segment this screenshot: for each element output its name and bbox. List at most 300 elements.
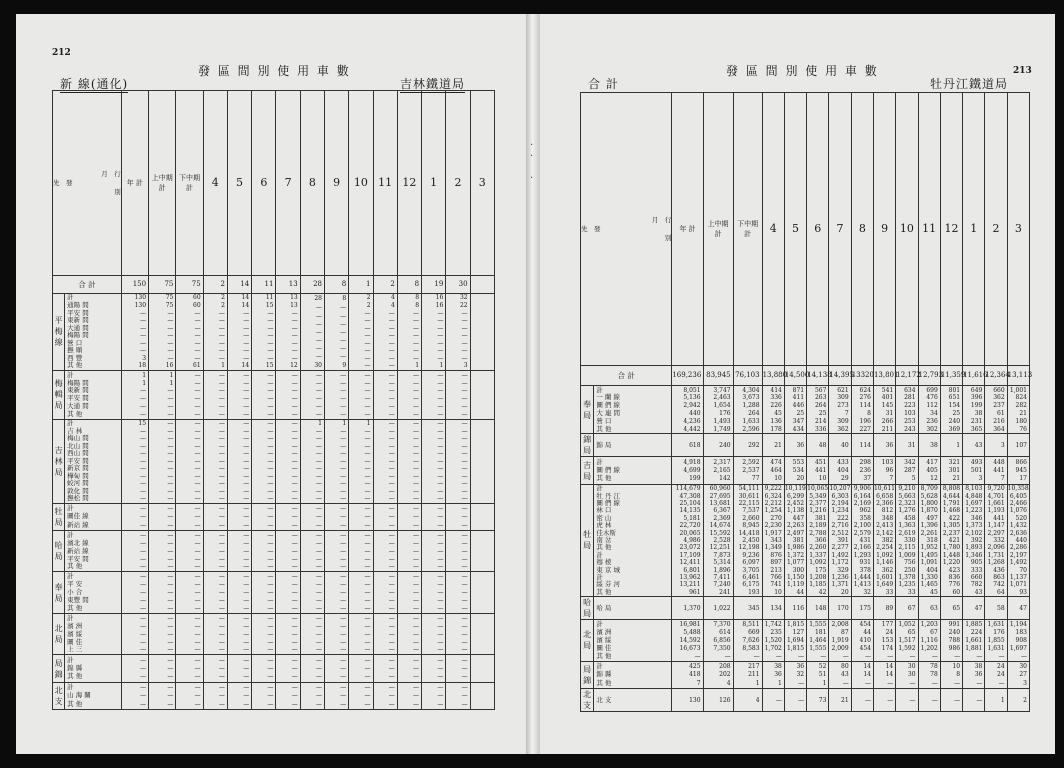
cell-value: —: [461, 563, 468, 571]
cell-value: —: [340, 435, 347, 443]
cell-value: —: [413, 513, 420, 521]
cell-value: —: [340, 673, 347, 681]
right-bureau-name: 牡丹江鐵道局: [930, 77, 1009, 91]
cell-value: —: [413, 480, 420, 488]
route-label-stack: [594, 597, 671, 619]
cell-value: 9,222: [764, 485, 782, 493]
section-value-column: [963, 484, 985, 597]
value-stack: [985, 485, 1006, 597]
cell-value: —: [243, 646, 250, 654]
section-value-column: [896, 689, 918, 712]
cell-value: 130: [134, 294, 147, 302]
cell-value: —: [140, 317, 147, 325]
cell-value: 336: [770, 394, 782, 402]
cell-value: 3: [978, 475, 983, 483]
left-table-title: 發 區 間 別 使 用 車 數: [198, 64, 351, 78]
section-value-column: [252, 682, 276, 709]
grand-total-row: [581, 365, 1030, 385]
value-stack: [874, 620, 895, 661]
cell-value: 1,146: [876, 559, 894, 567]
value-stack: [176, 614, 202, 655]
cell-value: 17: [1019, 475, 1027, 483]
cell-value: —: [437, 665, 444, 673]
cell-value: 22,720: [679, 522, 701, 530]
margin-dots: · · ·: [530, 140, 534, 184]
cell-value: —: [267, 604, 274, 612]
section-value-column: [227, 572, 251, 614]
route-label-stack: [65, 294, 121, 370]
cell-value: 2,142: [876, 529, 894, 537]
section-value-column: [422, 682, 446, 709]
cell-value: 863: [993, 573, 1005, 581]
cell-value: 298: [859, 458, 871, 466]
section-value-column: [918, 689, 940, 712]
cell-value: —: [267, 555, 274, 563]
value-stack: [963, 597, 984, 619]
section-value-column: [227, 530, 251, 572]
cell-value: —: [140, 614, 147, 622]
cell-value: —: [364, 673, 371, 681]
section-value-column: [1007, 434, 1029, 457]
value-stack: [963, 485, 984, 597]
cell-value: —: [461, 450, 468, 458]
cell-value: 1: [755, 679, 760, 687]
grand-total-value: [985, 365, 1010, 385]
cell-value: —: [291, 521, 298, 529]
cell-value: —: [194, 700, 201, 708]
cell-value: —: [194, 457, 201, 465]
section-value-column: [985, 689, 1007, 712]
section-value-column: [349, 655, 373, 682]
cell-value: 1,697: [965, 499, 983, 507]
section-value-column: [963, 597, 985, 620]
route-label-stack: [65, 614, 121, 655]
cell-value: —: [243, 487, 250, 495]
cell-value: —: [887, 679, 894, 687]
cell-value: —: [413, 435, 420, 443]
cell-value: —: [218, 317, 225, 325]
value-stack: [149, 614, 175, 655]
section-value-column: [149, 419, 176, 503]
cell-value: —: [267, 673, 274, 681]
cell-value: —: [218, 420, 225, 428]
cell-value: —: [267, 638, 274, 646]
cell-value: —: [218, 563, 225, 571]
cell-value: 5,663: [898, 492, 916, 500]
cell-value: 40: [841, 441, 849, 449]
value-stack: [941, 386, 962, 434]
cell-value: 30: [907, 663, 916, 671]
section-route-labels: [594, 597, 672, 620]
cell-value: 836: [948, 573, 961, 581]
first-half-header: 上中期 計: [149, 91, 176, 276]
cell-value: —: [909, 679, 916, 687]
cell-value: —: [267, 589, 274, 597]
value-stack: [1008, 485, 1029, 597]
cell-value: —: [437, 597, 444, 605]
cell-value: —: [267, 379, 274, 387]
cell-value: —: [140, 442, 147, 450]
cell-value: —: [340, 480, 347, 488]
cell-value: —: [364, 589, 371, 597]
cell-value: —: [194, 665, 201, 673]
section-value-column: [762, 597, 784, 620]
value-stack: [852, 620, 873, 661]
cell-value: 224: [970, 629, 983, 637]
cell-value: —: [267, 622, 274, 630]
cell-value: 8: [415, 301, 420, 309]
section-value-column: [227, 682, 251, 709]
cell-value: 1,885: [965, 621, 983, 629]
cell-value: 11: [265, 294, 274, 302]
cell-value: 43: [841, 671, 849, 679]
cell-value: 32: [459, 294, 468, 302]
route-label: 其 他: [596, 424, 612, 433]
cell-value: 32: [863, 588, 871, 596]
cell-value: —: [167, 513, 174, 521]
value-stack: [919, 662, 940, 688]
section-value-column: [851, 597, 873, 620]
cell-value: —: [167, 504, 174, 512]
cell-value: —: [315, 345, 322, 353]
value-stack: [422, 614, 445, 655]
cell-value: —: [437, 354, 444, 362]
cell-value: —: [167, 420, 174, 428]
cell-value: —: [364, 387, 371, 395]
grand-total-value: [397, 275, 421, 293]
cell-value: 699: [926, 386, 938, 394]
section-value-column: [324, 419, 348, 503]
cell-value: —: [461, 622, 468, 630]
section-value-column: [762, 434, 784, 457]
section-value-column: [176, 655, 203, 682]
cell-value: 866: [1015, 458, 1027, 466]
route-label: 樺甸 間: [67, 471, 89, 480]
cell-value: 12,251: [709, 544, 731, 552]
cell-value: —: [340, 472, 347, 480]
cell-value: —: [388, 420, 395, 428]
cell-value: —: [461, 555, 468, 563]
cell-value: 1,742: [764, 621, 782, 629]
cell-value: —: [243, 402, 250, 410]
cell-value: —: [364, 347, 371, 355]
cell-value: —: [315, 614, 322, 622]
cell-value: 1: [318, 420, 322, 428]
cell-value: —: [413, 638, 420, 646]
cell-value: 1,371: [831, 581, 849, 589]
cell-value: 1,119: [786, 581, 805, 589]
section-value-column: [349, 682, 373, 709]
cell-value: —: [267, 495, 274, 503]
cell-value: —: [413, 442, 420, 450]
cell-value: 497: [926, 514, 938, 522]
cell-value: —: [194, 450, 201, 458]
cell-value: —: [413, 395, 420, 403]
section-value-column: [672, 385, 703, 434]
route-label: 其 他: [67, 603, 83, 612]
cell-value: 742: [993, 581, 1005, 589]
cell-value: —: [388, 395, 395, 403]
route-label: 平安 間: [67, 456, 89, 465]
section-value-column: [896, 620, 918, 662]
section-value-column: [733, 484, 762, 597]
cell-value: —: [140, 646, 147, 654]
cell-value: —: [194, 420, 201, 428]
value-stack: [471, 504, 494, 530]
section-region-label: 北 局: [581, 620, 594, 662]
section-value-column: [176, 613, 203, 655]
cell-value: —: [340, 665, 347, 673]
section-region-label: 局 錦: [581, 661, 594, 688]
cell-value: 281: [904, 394, 916, 402]
cell-value: —: [194, 371, 201, 379]
section-value-column: [203, 530, 227, 572]
cell-value: —: [413, 673, 420, 681]
route-label: 其 他: [67, 562, 83, 571]
section-value-column: [446, 572, 470, 614]
cell-value: —: [388, 521, 395, 529]
cell-value: —: [194, 614, 201, 622]
cell-value: —: [167, 480, 174, 488]
value-stack: [785, 457, 806, 483]
cell-value: —: [315, 622, 322, 630]
value-stack: [704, 457, 733, 483]
cell-value: 1,185: [809, 581, 827, 589]
route-label: 密 山: [596, 513, 612, 522]
cell-value: 114: [859, 441, 871, 449]
cell-value: 1,116: [920, 636, 938, 644]
section-value-column: [324, 293, 348, 370]
cell-value: —: [267, 656, 274, 664]
value-stack: [204, 655, 227, 681]
cell-value: 6,461: [742, 573, 760, 581]
cell-value: —: [243, 581, 250, 589]
cell-value: 276: [859, 394, 871, 402]
cell-value: —: [388, 427, 395, 435]
section-value-column: [1007, 620, 1029, 662]
cell-value: —: [194, 646, 201, 654]
grand-total-value: [422, 275, 446, 293]
cell-value: 1: [342, 420, 347, 428]
section-value-column: [324, 682, 348, 709]
section-value-column: [733, 434, 762, 457]
route-label: 計: [596, 385, 603, 394]
cell-value: 13,962: [679, 573, 701, 581]
cell-value: —: [413, 665, 420, 673]
grand-total-value: [896, 365, 921, 385]
value-stack: [422, 572, 445, 613]
cell-value: —: [315, 371, 322, 379]
cell-value: —: [461, 472, 468, 480]
cell-value: —: [243, 597, 250, 605]
cell-value: —: [291, 465, 298, 473]
section-row: [53, 682, 495, 709]
cell-value: —: [315, 480, 322, 488]
second-half-header: 下中期 計: [176, 91, 203, 276]
section-route-labels: [65, 530, 122, 572]
cell-value: 12,411: [679, 559, 701, 567]
section-value-column: [940, 434, 962, 457]
cell-value: —: [267, 309, 274, 317]
cell-value: —: [364, 465, 371, 473]
value-stack: [807, 689, 828, 711]
cell-value: —: [437, 692, 444, 700]
cell-value: 76: [1019, 425, 1027, 433]
cell-value: 103: [881, 458, 894, 466]
cell-value: —: [364, 371, 371, 379]
section-value-column: [470, 419, 494, 503]
section-value-column: [784, 620, 806, 662]
value-stack: [874, 386, 895, 434]
cell-value: 3: [1023, 679, 1027, 687]
cell-value: 1,492: [831, 551, 849, 559]
second-half-header: 下中期 計: [733, 93, 762, 366]
section-value-column: [470, 503, 494, 530]
value-stack: [807, 386, 828, 434]
total-value-text: 75: [164, 279, 174, 288]
cell-value: 369: [948, 425, 961, 433]
cell-value: —: [437, 604, 444, 612]
route-label: 大 連 間: [596, 409, 620, 417]
section-value-column: [784, 434, 806, 457]
cell-value: 2,450: [742, 536, 760, 544]
value-stack: [398, 683, 421, 709]
cell-value: 358: [859, 514, 871, 522]
section-value-column: [349, 572, 373, 614]
cell-value: —: [267, 521, 274, 529]
section-value-column: [733, 457, 762, 484]
cell-value: —: [413, 692, 420, 700]
route-label: 平安 間: [67, 554, 89, 563]
cell-value: —: [413, 539, 420, 547]
cell-value: —: [437, 317, 444, 325]
cell-value: 1,815: [786, 644, 805, 652]
cell-value: —: [388, 317, 395, 325]
route-label: 其 他: [67, 672, 83, 681]
cell-value: —: [167, 665, 174, 673]
cell-value: 3: [463, 362, 468, 370]
section-value-column: [703, 597, 733, 620]
cell-value: 24: [997, 663, 1005, 671]
cell-value: —: [243, 442, 250, 450]
cell-value: —: [388, 597, 395, 605]
cell-value: —: [140, 410, 147, 418]
cell-value: 22,115: [738, 499, 760, 507]
cell-value: —: [291, 646, 298, 654]
section-value-column: [176, 682, 203, 709]
month-header-4: 4: [762, 93, 784, 366]
cell-value: 15,592: [709, 529, 731, 537]
cell-value: 541: [881, 386, 894, 394]
cell-value: —: [267, 539, 274, 547]
cell-value: —: [194, 563, 201, 571]
value-stack: [149, 294, 175, 370]
section-value-column: [276, 655, 300, 682]
section-value-column: [121, 503, 148, 530]
cell-value: —: [388, 347, 395, 355]
cell-value: —: [140, 347, 147, 355]
cell-value: 235: [770, 629, 782, 637]
cell-value: —: [167, 457, 174, 465]
route-label: 計: [67, 613, 74, 622]
cell-value: —: [267, 465, 274, 473]
section-value-column: [940, 620, 962, 662]
value-stack: [228, 572, 251, 613]
cell-value: —: [954, 679, 961, 687]
cell-value: 4: [390, 301, 395, 309]
cell-value: —: [243, 563, 250, 571]
cell-value: —: [194, 513, 201, 521]
cell-value: 782: [970, 581, 983, 589]
cell-value: 1: [822, 679, 827, 687]
cell-value: —: [167, 547, 174, 555]
value-stack: [1008, 386, 1029, 434]
cell-value: —: [340, 371, 347, 379]
cell-value: —: [388, 547, 395, 555]
cell-value: 333: [970, 566, 983, 574]
cell-value: —: [437, 638, 444, 646]
cell-value: —: [340, 328, 347, 336]
section-value-column: [422, 503, 446, 530]
section-value-column: [276, 419, 300, 503]
value-stack: [734, 689, 762, 711]
value-stack: [785, 386, 806, 434]
cell-value: —: [437, 387, 444, 395]
section-value-column: [397, 293, 421, 370]
cell-value: —: [954, 652, 961, 660]
value-stack: [874, 485, 895, 597]
cell-value: 381: [792, 536, 805, 544]
cell-value: —: [140, 638, 147, 646]
value-stack: [734, 457, 762, 483]
cell-value: 1,592: [898, 644, 916, 652]
section-value-column: [985, 434, 1007, 457]
cell-value: —: [413, 402, 420, 410]
cell-value: —: [291, 614, 298, 622]
cell-value: 227: [859, 425, 871, 433]
section-value-column: [918, 484, 940, 597]
cell-value: 2,788: [809, 529, 827, 537]
value-stack: [807, 485, 828, 597]
cell-value: 13: [290, 301, 298, 309]
section-value-column: [446, 613, 470, 655]
cell-value: —: [388, 379, 395, 387]
section-value-column: [446, 419, 470, 503]
section-value-column: [873, 457, 895, 484]
cell-value: 236: [859, 467, 871, 475]
cell-value: —: [243, 387, 250, 395]
cell-value: 4,236: [683, 417, 701, 425]
section-value-column: [873, 620, 895, 662]
cell-value: 6,658: [876, 492, 894, 500]
cell-value: —: [413, 354, 420, 362]
cell-value: —: [315, 410, 322, 418]
cell-value: 2,197: [1009, 551, 1027, 559]
section-region-label: 吉 林 局: [53, 419, 65, 503]
section-value-column: [300, 655, 324, 682]
cell-value: 20: [796, 475, 805, 483]
cell-value: —: [315, 573, 322, 581]
cell-value: 38: [930, 441, 938, 449]
cell-value: 51: [818, 671, 827, 679]
section-region-label: 局 錦: [53, 655, 65, 682]
value-stack: [446, 683, 469, 709]
section-route-labels: [594, 620, 672, 662]
value-stack: [941, 434, 962, 456]
section-value-column: [203, 419, 227, 503]
section-value-column: [149, 370, 176, 419]
route-label: 林 口: [596, 506, 612, 515]
